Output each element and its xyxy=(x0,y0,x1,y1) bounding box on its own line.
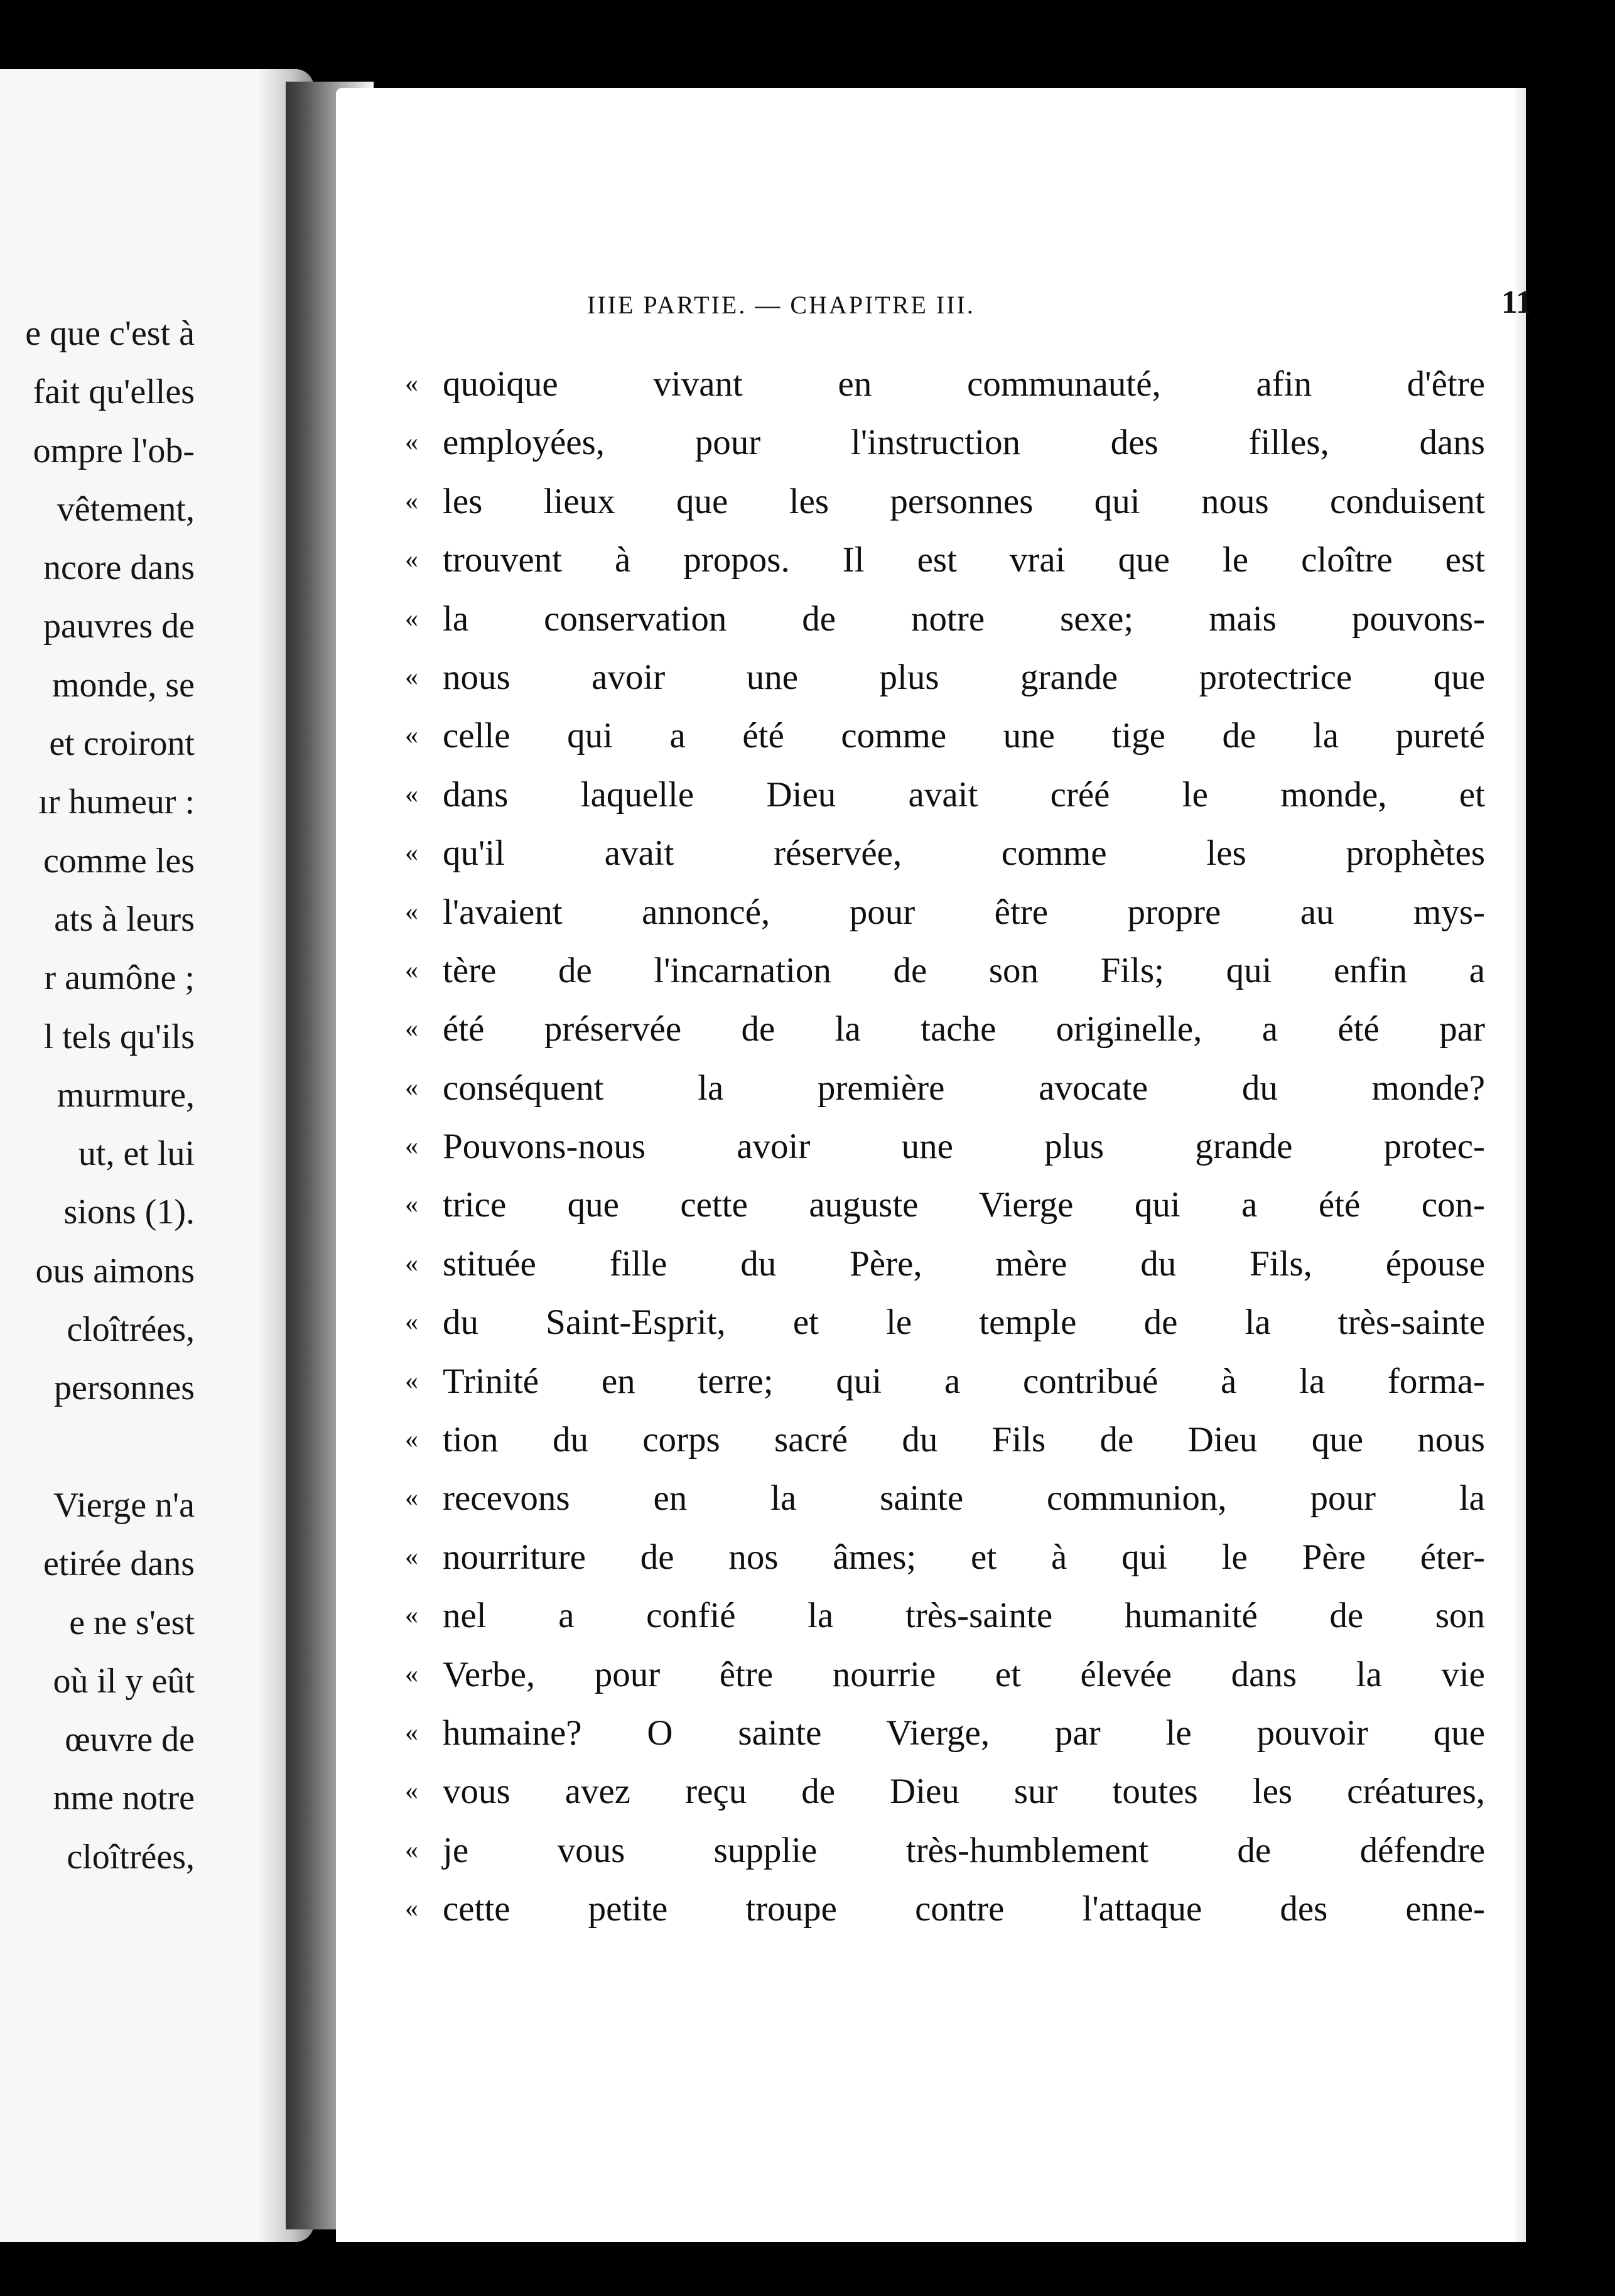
facing-page-line: sions (1). xyxy=(63,1193,195,1232)
facing-page-line: e ne s'est xyxy=(69,1603,195,1642)
quote-mark: « xyxy=(405,1248,418,1278)
facing-page-line: ompre l'ob- xyxy=(33,431,195,470)
line-text: celle qui a été comme une tige de la pureté xyxy=(443,716,1485,756)
quote-mark: « xyxy=(405,1777,418,1806)
facing-page-line: r aumône ; xyxy=(44,958,195,998)
quote-mark: « xyxy=(405,1366,418,1395)
text-line xyxy=(405,707,1548,765)
quote-mark: « xyxy=(405,1542,418,1571)
facing-page-line: monde, se xyxy=(51,665,195,705)
text-line xyxy=(405,590,1548,648)
facing-page-left xyxy=(0,69,314,2242)
text-line xyxy=(405,1645,1548,1704)
line-text: vous avez reçu de Dieu sur toutes les créatures, xyxy=(443,1772,1485,1812)
line-text: tion du corps sacré du Fils de Dieu que nous xyxy=(443,1420,1485,1460)
line-text: employées, pour l'instruction des filles, dans xyxy=(443,423,1485,463)
line-text: trouvent à propos. Il est vrai que le cloître est xyxy=(443,540,1485,580)
line-text: nous avoir une plus grande protectrice que xyxy=(443,657,1485,697)
line-text: les lieux que les personnes qui nous conduisent xyxy=(443,481,1485,521)
line-text: l'avaient annoncé, pour être propre au mys- xyxy=(443,892,1485,932)
facing-page-line xyxy=(0,1418,195,1476)
facing-page-line: ats à leurs xyxy=(54,899,195,939)
line-text: été préservée de la tache originelle, a été par xyxy=(443,1009,1485,1049)
text-line xyxy=(405,413,1548,472)
facing-page-text xyxy=(0,305,195,1887)
text-line xyxy=(405,1411,1548,1469)
line-text: qu'il avait réservée, comme les prophètes xyxy=(443,833,1485,874)
text-line xyxy=(405,648,1548,707)
quote-mark: « xyxy=(405,1659,418,1689)
line-text: quoique vivant en communauté, afin d'être xyxy=(443,364,1485,404)
facing-page-line: fait qu'elles xyxy=(33,372,195,412)
facing-page-line: cloîtrées, xyxy=(67,1310,195,1350)
line-text: je vous supplie très-humblement de défendre xyxy=(443,1830,1485,1870)
line-text: Verbe, pour être nourrie et élevée dans la vie xyxy=(443,1654,1485,1694)
quote-mark: « xyxy=(405,1601,418,1630)
line-text: trice que cette auguste Vierge qui a été con- xyxy=(443,1185,1485,1225)
facing-page-line: où il y eût xyxy=(53,1661,195,1701)
text-line xyxy=(405,1059,1548,1117)
text-line xyxy=(405,883,1548,941)
facing-page-line: ut, et lui xyxy=(78,1134,195,1174)
quote-mark: « xyxy=(405,1894,418,1924)
quote-mark: « xyxy=(405,1073,418,1102)
line-text: la conservation de notre sexe; mais pouvons- xyxy=(443,598,1485,639)
quote-mark: « xyxy=(405,1483,418,1513)
text-line xyxy=(405,1821,1548,1880)
line-text: Trinité en terre; qui a contribué à la forma- xyxy=(443,1361,1485,1401)
text-line xyxy=(405,1352,1548,1411)
text-line xyxy=(405,1469,1548,1527)
line-text: du Saint-Esprit, et le temple de la très-sainte xyxy=(443,1302,1485,1343)
text-line xyxy=(405,1880,1548,1938)
page-right xyxy=(336,88,1532,2242)
facing-page-line: pauvres de xyxy=(43,607,195,646)
quote-mark: « xyxy=(405,1014,418,1044)
running-head-title: IIIE PARTIE. — CHAPITRE III. xyxy=(587,291,975,319)
facing-page-line: personnes xyxy=(54,1368,195,1408)
quote-mark: « xyxy=(405,838,418,868)
facing-page-line: etirée dans xyxy=(43,1544,195,1584)
quote-mark: « xyxy=(405,1308,418,1337)
text-line xyxy=(405,1528,1548,1586)
quote-mark: « xyxy=(405,1425,418,1454)
facing-page-line: ous aimons xyxy=(35,1251,195,1291)
quote-mark: « xyxy=(405,897,418,926)
line-text: dans laquelle Dieu avait créé le monde, et xyxy=(443,774,1485,815)
text-line xyxy=(405,1704,1548,1762)
text-line xyxy=(405,531,1548,589)
quote-mark: « xyxy=(405,1190,418,1220)
text-line xyxy=(405,1586,1548,1645)
line-text: nel a confié la très-sainte humanité de son xyxy=(443,1596,1485,1636)
text-line xyxy=(405,1117,1548,1176)
facing-page-line: œuvre de xyxy=(65,1720,195,1760)
facing-page-line: ır humeur : xyxy=(38,782,195,822)
quote-mark: « xyxy=(405,779,418,809)
facing-page-line: vêtement, xyxy=(57,489,195,529)
quote-mark: « xyxy=(405,1835,418,1865)
facing-page-line: e que c'est à xyxy=(25,314,195,353)
line-text: tère de l'incarnation de son Fils; qui enfin a xyxy=(443,950,1485,990)
quote-mark: « xyxy=(405,662,418,691)
line-text: cette petite troupe contre l'attaque des enne- xyxy=(443,1889,1485,1929)
line-text: stituée fille du Père, mère du Fils, épouse xyxy=(443,1243,1485,1284)
line-text: recevons en la sainte communion, pour la xyxy=(443,1478,1485,1519)
line-text: Pouvons-nous avoir une plus grande protec- xyxy=(443,1127,1485,1167)
quote-mark: « xyxy=(405,604,418,633)
facing-page-line: comme les xyxy=(43,841,195,880)
quote-mark: « xyxy=(405,721,418,750)
text-line xyxy=(405,1235,1548,1293)
facing-page-line: ncore dans xyxy=(43,548,195,588)
text-line xyxy=(405,355,1548,413)
quote-mark: « xyxy=(405,486,418,516)
facing-page-line: nme notre xyxy=(53,1779,195,1818)
body-text xyxy=(405,355,1548,1939)
line-text: humaine? O sainte Vierge, par le pouvoir que xyxy=(443,1713,1485,1753)
text-line xyxy=(405,1293,1548,1351)
quote-mark: « xyxy=(405,369,418,398)
text-line xyxy=(405,824,1548,882)
facing-page-line: Vierge n'a xyxy=(53,1485,195,1525)
text-line xyxy=(405,941,1548,1000)
text-line xyxy=(405,766,1548,824)
facing-page-line: murmure, xyxy=(57,1075,195,1115)
text-line xyxy=(405,1000,1548,1058)
quote-mark: « xyxy=(405,955,418,985)
text-line xyxy=(405,472,1548,531)
facing-page-line: l tels qu'ils xyxy=(43,1017,195,1056)
quote-mark: « xyxy=(405,428,418,457)
page-number: 11 xyxy=(1501,284,1532,320)
quote-mark: « xyxy=(405,1132,418,1161)
quote-mark: « xyxy=(405,1718,418,1747)
line-text: conséquent la première avocate du monde? xyxy=(443,1068,1485,1108)
facing-page-line: cloîtrées, xyxy=(67,1837,195,1876)
facing-page-line: et croiront xyxy=(49,724,195,764)
quote-mark: « xyxy=(405,545,418,575)
text-line xyxy=(405,1762,1548,1821)
line-text: nourriture de nos âmes; et à qui le Père éter- xyxy=(443,1537,1485,1577)
text-line xyxy=(405,1176,1548,1234)
